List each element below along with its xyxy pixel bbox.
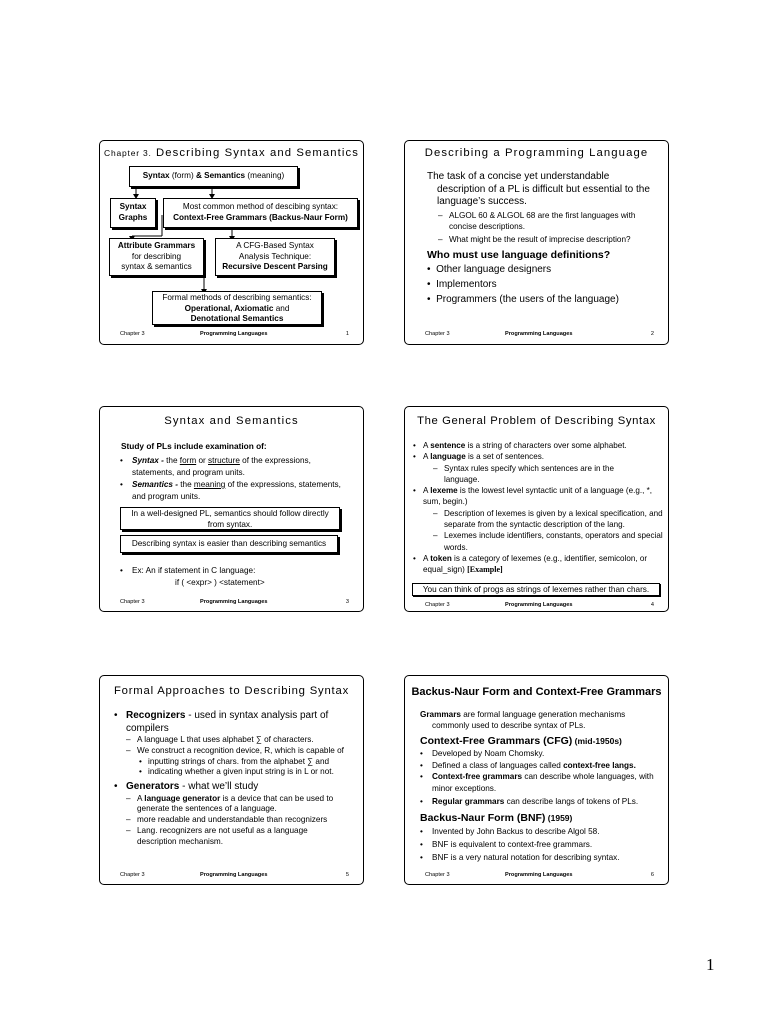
generators-term: Generators <box>126 781 180 793</box>
slide-title: Formal Approaches to Describing Syntax <box>113 685 350 697</box>
text: A <box>423 486 431 496</box>
study-heading: Study of PLs include examination of: <box>121 441 267 451</box>
text: is a string of characters over some alphabet. <box>465 441 627 450</box>
bullet-marker: • <box>420 797 423 806</box>
well-designed-box: In a well-designed PL, semantics should follow directly from syntax. <box>120 507 340 530</box>
intro-paragraph <box>420 710 660 731</box>
token-term: token <box>430 553 452 563</box>
bullet-item <box>413 553 663 576</box>
syntax-term: Syntax - <box>132 456 164 465</box>
bullet-list <box>413 440 663 576</box>
context-free-langs-term: context-free langs. <box>563 760 636 770</box>
cfg-line1: Most common method of descibing syntax: <box>182 202 339 211</box>
rdp-line2: Analysis Technique: <box>238 251 312 261</box>
formal-methods-box <box>152 291 322 325</box>
text: the <box>163 456 180 465</box>
dash-marker: – <box>126 815 131 825</box>
bullet-marker: • <box>139 756 142 766</box>
page-number: 1 <box>706 955 715 974</box>
regular-grammars-term: Regular grammars <box>432 797 505 806</box>
bullet-item <box>420 838 660 851</box>
cfg-heading <box>420 734 660 748</box>
dash-marker: – <box>433 463 438 473</box>
syntax-graphs-box <box>110 198 156 228</box>
formal-line3: Denotational Semantics <box>190 314 284 323</box>
sub-item <box>114 826 339 848</box>
footer-course: Programming Languages <box>505 602 573 608</box>
text: A <box>423 553 431 563</box>
text: can describe whole languages, with minor exceptions. <box>432 772 654 793</box>
text: A <box>137 793 145 803</box>
syntax-graphs-line1: Syntax <box>119 202 147 211</box>
sub-text: indicating whether a given input string is in L or not. <box>148 767 334 777</box>
sub-sub-item <box>114 767 359 778</box>
bullet-marker: • <box>413 486 416 496</box>
text: of the expressions, statements, and program units. <box>132 480 341 501</box>
bullet-marker: • <box>427 264 437 275</box>
bullet-item <box>413 485 658 508</box>
text: BNF is a very natural notation for describing syntax. <box>432 852 620 862</box>
bnf-heading-text: Backus-Naur Form (BNF) <box>420 811 546 824</box>
content <box>420 710 660 864</box>
text: Defined a class of languages called <box>432 760 564 770</box>
dash-marker: – <box>433 508 438 518</box>
text: is the lowest level syntactic unit of a language (e.g., *, sum, begin.) <box>423 486 653 507</box>
bullet-marker: • <box>420 852 423 862</box>
semantics-label: & Semantics <box>195 171 246 180</box>
sub-item <box>114 735 359 746</box>
bnf-heading <box>420 811 660 825</box>
bullet-marker: • <box>120 480 123 489</box>
bullet-marker: • <box>139 767 142 777</box>
sub-item <box>114 794 344 816</box>
sub-item <box>438 235 660 246</box>
cfg-heading-text: Context-Free Grammars (CFG) <box>420 735 573 747</box>
title-prefix: Chapter 3. <box>104 148 152 158</box>
bullet-list <box>427 264 619 309</box>
sub-item <box>114 746 349 757</box>
text: or <box>196 456 209 465</box>
slide-5 <box>99 675 364 885</box>
sub-item <box>413 463 633 486</box>
bullet-item <box>420 748 660 760</box>
structure-word: structure <box>208 456 240 465</box>
content <box>114 710 359 848</box>
text: Developed by Noam Chomsky. <box>432 749 545 758</box>
bullet-item <box>420 760 660 772</box>
bullet-marker: • <box>120 566 123 575</box>
sub-sub-item <box>114 757 359 768</box>
footer-chapter: Chapter 3 <box>425 602 450 608</box>
sub-text: more readable and understandable than recognizers <box>137 815 328 825</box>
syntax-label: Syntax <box>142 171 170 180</box>
text: - used in syntax analysis part of compilers <box>126 710 329 734</box>
progs-lexemes-box: You can think of progs as strings of lexemes rather than chars. <box>412 583 660 596</box>
text: BNF is equivalent to context-free grammars. <box>432 839 593 849</box>
sub-text: Lexemes include identifiers, constants, operators and special words. <box>444 531 663 552</box>
footer-course: Programming Languages <box>200 331 268 337</box>
bnf-heading-date: (1959) <box>545 812 573 823</box>
text: is a set of sentences. <box>465 452 545 462</box>
text: A <box>423 441 431 450</box>
footer-chapter: Chapter 3 <box>120 331 145 337</box>
slide-4 <box>404 406 669 612</box>
bullet-marker: • <box>420 826 423 836</box>
example-link[interactable]: [Example] <box>467 565 503 575</box>
text: of the expressions, statements, and program units. <box>132 456 311 477</box>
lexeme-term: lexeme <box>430 486 458 496</box>
slide-2 <box>404 140 669 345</box>
cfg-heading-date: (mid-1950s) <box>572 736 622 746</box>
slide-number: 1 <box>345 331 349 337</box>
bullet-marker: • <box>420 749 423 758</box>
text: is a category of lexemes (e.g., identifier, semicolon, or equal_sign) <box>423 553 648 575</box>
bullet-marker: • <box>427 279 437 290</box>
bullet-item <box>420 796 660 808</box>
rdp-line1: A CFG-Based Syntax <box>236 241 314 250</box>
slide-number: 4 <box>650 602 654 608</box>
attribute-grammars-box <box>109 238 204 276</box>
sub-item <box>438 211 660 232</box>
syntax-graphs-line2: Graphs <box>118 212 148 222</box>
sub-text: Syntax rules specify which sentences are in the language. <box>444 463 615 484</box>
slide-title: Describing a Programming Language <box>424 147 649 159</box>
syntax-easier-box: Describing syntax is easier than describing semantics <box>120 535 338 553</box>
text: - what we’ll study <box>179 781 259 793</box>
sub-item <box>413 530 663 553</box>
bullet-marker: • <box>114 781 118 793</box>
formal-and: and <box>273 303 290 313</box>
slide-title: The General Problem of Describing Syntax <box>417 415 656 427</box>
bullet-item <box>420 825 660 838</box>
sub-text: inputting strings of chars. from the alphabet ∑ and <box>148 756 330 766</box>
slide-number: 3 <box>345 599 349 605</box>
attr-line3: syntax & semantics <box>121 262 192 271</box>
text: the <box>177 480 194 489</box>
title-main: Describing Syntax and Semantics <box>151 147 359 159</box>
bullet-text: Implementors <box>436 279 497 290</box>
slide-title: Syntax and Semantics <box>164 415 299 427</box>
footer-course: Programming Languages <box>200 599 268 605</box>
slide-number: 5 <box>345 872 349 878</box>
slide-title: Backus-Naur Form and Context-Free Grammars <box>411 686 662 698</box>
bullet-item <box>420 851 660 864</box>
bullet-marker: • <box>420 839 423 849</box>
form-word: form <box>179 456 197 465</box>
grammars-term: Grammars <box>420 710 461 719</box>
footer-chapter: Chapter 3 <box>425 872 450 878</box>
slide-6 <box>404 675 669 885</box>
language-generator-term: language generator <box>144 793 221 803</box>
text: A <box>423 452 431 462</box>
attr-line1: Attribute Grammars <box>117 241 196 250</box>
bullet-marker: • <box>120 456 123 465</box>
dash-marker: – <box>433 531 438 541</box>
dash-marker: – <box>126 735 131 744</box>
bullet-item <box>413 440 663 451</box>
bullet-marker: • <box>413 441 416 450</box>
sub-text: We construct a recognition device, R, which is capable of <box>137 745 344 755</box>
example-item <box>120 565 255 577</box>
text: can describe langs of tokens of PLs. <box>504 797 639 806</box>
footer-course: Programming Languages <box>505 872 573 878</box>
bullet-item <box>420 771 660 794</box>
semantics-term: Semantics - <box>132 480 178 489</box>
bullet-marker: • <box>427 294 437 305</box>
footer-course: Programming Languages <box>505 331 573 337</box>
slide-number: 2 <box>650 331 654 337</box>
bullet-marker: • <box>114 710 118 721</box>
sub-text: Description of lexemes is given by a lexical specification, and separate from the syntactic description of the lang. <box>444 508 663 530</box>
cfg-box <box>163 198 358 228</box>
bullet-item <box>114 781 359 794</box>
example-code: if ( <expr> ) <statement> <box>175 578 265 587</box>
language-term: language <box>430 452 466 462</box>
bullet-marker: • <box>413 452 416 462</box>
slide-1 <box>99 140 364 345</box>
recursive-descent-box <box>215 238 335 276</box>
footer-chapter: Chapter 3 <box>120 872 145 878</box>
sub-item <box>413 508 663 531</box>
sub-text: Lang. recognizers are not useful as a language description mechanism. <box>137 826 308 846</box>
bullet-item <box>120 455 345 478</box>
cfg-line2: Context-Free Grammars (Backus-Naur Form) <box>173 212 348 222</box>
dash-marker: – <box>438 235 443 244</box>
bullet-text: Other language designers <box>436 264 552 275</box>
bullet-item <box>413 451 663 462</box>
bullet-item <box>120 479 345 502</box>
bullet-item <box>114 710 359 735</box>
sub-text: ALGOL 60 & ALGOL 68 are the first languages with concise descriptions. <box>449 211 636 231</box>
sub-item <box>114 815 359 826</box>
form-label: (form) <box>169 171 196 180</box>
bullet-marker: • <box>420 760 423 770</box>
recognizers-term: Recognizers <box>126 710 186 721</box>
footer-chapter: Chapter 3 <box>120 599 145 605</box>
formal-line1: Formal methods of describing semantics: <box>162 293 312 302</box>
meaning-label: (meaning) <box>245 171 285 180</box>
sentence-term: sentence <box>430 441 466 450</box>
meaning-word: meaning <box>193 480 226 489</box>
rdp-line3: Recursive Descent Parsing <box>222 262 328 271</box>
text: Invented by John Backus to describe Algol 58. <box>432 826 600 836</box>
sub-text: What might be the result of imprecise description? <box>449 235 631 244</box>
formal-line2: Operational, Axiomatic <box>184 303 274 313</box>
bullet-marker: • <box>413 553 416 563</box>
dash-marker: – <box>126 826 131 836</box>
example-text: Ex: An if statement in C language: <box>132 566 256 575</box>
slide-3 <box>99 406 364 612</box>
section-heading: Who must use language definitions? <box>427 249 611 261</box>
sub-text: A language L that uses alphabet ∑ of characters. <box>137 735 314 744</box>
footer-chapter: Chapter 3 <box>425 331 450 337</box>
dash-marker: – <box>438 211 443 220</box>
text: is a device that can be used to generate the sentences of a language. <box>137 793 334 814</box>
slide-number: 6 <box>650 872 654 878</box>
intro-paragraph: The task of a concise yet understandable description of a PL is difficult but essential to the language’s success. <box>427 171 650 207</box>
bullet-text: Programmers (the users of the language) <box>436 294 619 305</box>
dash-marker: – <box>126 745 131 755</box>
bullet-marker: • <box>420 772 423 781</box>
attr-line2: for describing <box>131 251 182 261</box>
dash-marker: – <box>126 793 131 803</box>
text: are formal language generation mechanisms commonly used to describe syntax of PLs. <box>432 710 626 730</box>
cfg-term: Context-free grammars <box>432 772 523 781</box>
footer-course: Programming Languages <box>200 872 268 878</box>
